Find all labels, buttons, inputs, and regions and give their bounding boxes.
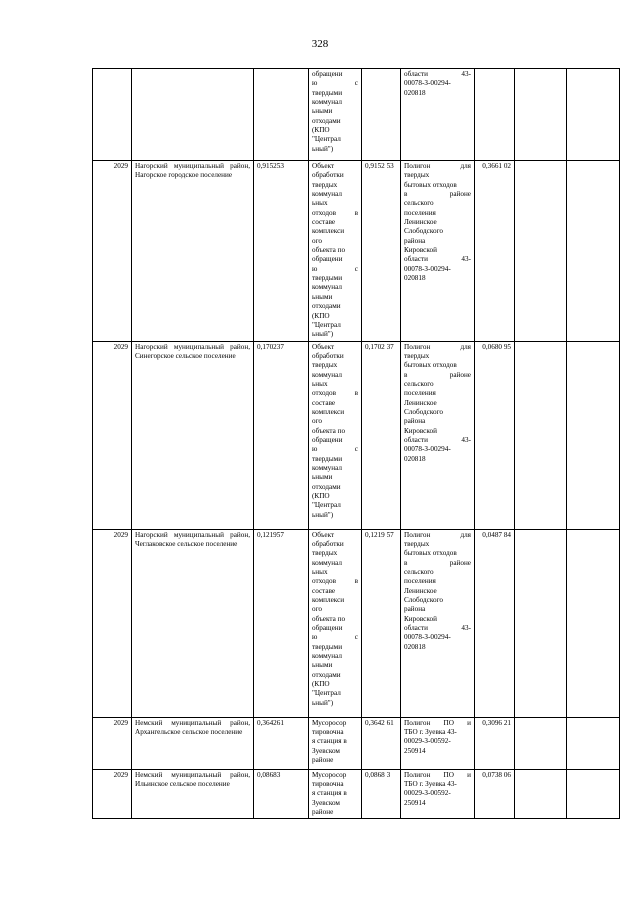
object-cell-line: твердыми (312, 642, 343, 651)
site-cell (401, 717, 475, 769)
object-cell-line: коммунал (312, 558, 342, 567)
object-cell-line: ьных (312, 567, 328, 576)
site-cell-line: Слободского (404, 595, 443, 604)
data-table (92, 68, 620, 819)
site-cell-line: бытовых отходов (404, 549, 457, 558)
object-cell-line: "Централ (312, 320, 341, 329)
site-cell-line: 00078-З-00294- (404, 79, 451, 88)
object-cell-line: "Централ (312, 135, 341, 144)
site-cell-line: твердых (404, 171, 430, 180)
site-cell (401, 529, 475, 717)
volume-cell: 0,08683 (254, 769, 309, 819)
site-cell-line: Полигон ПО и (404, 770, 471, 779)
empty-cell (515, 69, 567, 161)
site-cell-line: Кировской (404, 426, 437, 435)
object-cell-line: комплекси (312, 227, 345, 236)
site-cell-line: бытовых отходов (404, 361, 457, 370)
object-cell-line: Объект (312, 342, 335, 351)
object-cell-line: обращени (312, 70, 343, 78)
site-cell-line: сельского (404, 379, 434, 388)
volume-cell: 0,364261 (254, 717, 309, 769)
site-cell-line: сельского (404, 199, 434, 208)
object-cell-line: объекта по (312, 426, 346, 435)
object-cell (309, 717, 362, 769)
site-cell-line: Кировской (404, 246, 437, 255)
volume-cell: 0,121957 (254, 529, 309, 717)
empty-cell (567, 161, 620, 342)
table-row (93, 717, 620, 769)
object-cell-line: "Централ (312, 501, 341, 510)
object-cell-line: составе (312, 398, 336, 407)
territory-cell: Нагорский муниципальный район, Чеглаковское сельское поселение (132, 529, 254, 717)
object-cell-line: обработки (312, 351, 344, 360)
value-cell (475, 69, 515, 161)
object-cell-line: твердых (312, 361, 338, 370)
object-volume-cell: 0,3642 61 (362, 717, 401, 769)
object-cell-line: Объект (312, 530, 335, 539)
territory-cell: Нагорский муниципальный район, Нагорское городское поселение (132, 161, 254, 342)
object-cell-line: обработки (312, 539, 344, 548)
object-cell (309, 341, 362, 529)
site-cell-line: района (404, 236, 426, 245)
site-cell-line: сельского (404, 567, 434, 576)
object-cell (309, 161, 362, 342)
site-cell-line: 020818 (404, 88, 426, 97)
object-cell-line: (КПО (312, 680, 330, 689)
empty-cell (567, 717, 620, 769)
empty-cell (515, 717, 567, 769)
site-cell-line: 00078-З-00294- (404, 264, 451, 273)
object-cell-line: отходами (312, 670, 341, 679)
volume-cell: 0,915253 (254, 161, 309, 342)
table-row (93, 529, 620, 717)
value-cell: 0,0487 84 (475, 529, 515, 717)
site-cell (401, 769, 475, 819)
site-cell-line: 250914 (404, 746, 426, 755)
site-cell (401, 69, 475, 161)
object-cell-line: (КПО (312, 126, 330, 135)
object-cell-line: ьных (312, 379, 328, 388)
year-cell: 2029 (93, 341, 132, 529)
territory-cell (132, 69, 254, 161)
object-cell-line: я станция в (312, 737, 347, 746)
site-cell-line: 00078-З-00294- (404, 445, 451, 454)
site-cell-line: в районе (404, 190, 471, 199)
object-cell-line: ю с (312, 633, 358, 642)
object-cell-line: составе (312, 586, 336, 595)
site-cell-line: области 43- (404, 70, 471, 78)
object-cell-line: коммунал (312, 370, 342, 379)
value-cell: 0,0738 06 (475, 769, 515, 819)
object-cell-line: комплекси (312, 407, 345, 416)
site-cell-line: Полигон для (404, 162, 471, 170)
year-cell (93, 69, 132, 161)
object-cell-line: ьный") (312, 510, 334, 519)
site-cell (401, 161, 475, 342)
object-cell-line: ьными (312, 107, 333, 116)
empty-cell (567, 529, 620, 717)
empty-cell (567, 341, 620, 529)
object-cell-line: коммунал (312, 283, 342, 292)
object-cell-line: обращени (312, 623, 343, 632)
object-cell-line: коммунал (312, 652, 342, 660)
object-volume-cell: 0,0868 3 (362, 769, 401, 819)
empty-cell (515, 161, 567, 342)
value-cell: 0,0680 95 (475, 341, 515, 529)
site-cell-line: твердых (404, 539, 430, 548)
table-row (93, 161, 620, 342)
volume-cell (254, 69, 309, 161)
volume-cell: 0,170237 (254, 341, 309, 529)
object-cell-line: тировочна (312, 727, 344, 736)
object-cell-line: коммунал (312, 98, 342, 107)
object-cell-line: ого (312, 417, 322, 426)
site-cell-line: Кировской (404, 614, 437, 623)
object-cell-line: ьными (312, 661, 333, 670)
object-cell-line: объекта по (312, 614, 346, 623)
object-cell-line: отходами (312, 116, 341, 125)
site-cell-line: поселения (404, 389, 436, 398)
object-cell-line: ьный") (312, 698, 334, 707)
value-cell: 0,3096 21 (475, 717, 515, 769)
object-cell-line: Объект (312, 162, 335, 170)
object-cell-line: ого (312, 605, 322, 614)
site-cell-line: Слободского (404, 227, 443, 236)
territory-cell: Нагорский муниципальный район, Синегорское сельское поселение (132, 341, 254, 529)
site-cell-line: 020818 (404, 274, 426, 283)
empty-cell (515, 769, 567, 819)
year-cell: 2029 (93, 717, 132, 769)
site-cell (401, 341, 475, 529)
object-volume-cell: 0,9152 53 (362, 161, 401, 342)
site-cell-line: 00078-З-00294- (404, 633, 451, 642)
object-cell-line: комплекси (312, 595, 345, 604)
object-cell-line: Мусоросор (312, 718, 347, 727)
site-cell-line: в районе (404, 370, 471, 379)
year-cell: 2029 (93, 161, 132, 342)
object-cell (309, 769, 362, 819)
object-cell-line: отходов в (312, 208, 358, 217)
table-row (93, 341, 620, 529)
site-cell-line: Ленинское (404, 218, 437, 227)
site-cell-line: Полигон для (404, 342, 471, 351)
object-cell-line: (КПО (312, 492, 330, 501)
site-cell-line: поселения (404, 577, 436, 586)
object-cell-line: отходов в (312, 389, 358, 398)
object-cell-line: ю с (312, 79, 358, 88)
table-row (93, 69, 620, 161)
site-cell-line: 00029-З-00592- (404, 737, 451, 746)
site-cell-line: ТБО г. Зуевка 43- (404, 779, 457, 788)
object-cell-line: тировочна (312, 779, 344, 788)
object-cell-line: "Централ (312, 689, 341, 698)
object-cell-line: обработки (312, 171, 344, 180)
site-cell-line: Слободского (404, 407, 443, 416)
object-volume-cell: 0,1219 57 (362, 529, 401, 717)
object-cell-line: ьными (312, 473, 333, 482)
object-cell-line: коммунал (312, 464, 342, 472)
object-cell-line: ьный") (312, 330, 334, 339)
object-cell-line: ого (312, 236, 322, 245)
object-cell (309, 69, 362, 161)
object-cell-line: твердых (312, 549, 338, 558)
site-cell-line: 020818 (404, 454, 426, 463)
site-cell-line: твердых (404, 351, 430, 360)
site-cell-line: района (404, 417, 426, 426)
object-cell-line: районе (312, 755, 334, 764)
object-volume-cell (362, 69, 401, 161)
site-cell-line: ТБО г. Зуевка 43- (404, 727, 457, 736)
site-cell-line: в районе (404, 558, 471, 567)
empty-cell (567, 769, 620, 819)
object-cell-line: ьный") (312, 144, 334, 153)
site-cell-line: 250914 (404, 798, 426, 807)
object-cell-line: отходами (312, 302, 341, 311)
object-cell-line: обращени (312, 435, 343, 444)
object-cell-line: отходами (312, 482, 341, 491)
object-cell-line: Зуевском (312, 798, 340, 807)
empty-cell (515, 529, 567, 717)
object-volume-cell: 0,1702 37 (362, 341, 401, 529)
object-cell (309, 529, 362, 717)
object-cell-line: ю с (312, 445, 358, 454)
page-number: 328 (311, 38, 329, 50)
site-cell-line: 00029-З-00592- (404, 789, 451, 798)
site-cell-line: поселения (404, 208, 436, 217)
object-cell-line: объекта по (312, 246, 346, 255)
object-cell-line: Мусоросор (312, 770, 347, 779)
object-cell-line: ьными (312, 292, 333, 301)
site-cell-line: Полигон для (404, 530, 471, 539)
object-cell-line: ьных (312, 199, 328, 208)
territory-cell: Немский муниципальный район, Архангельское сельское поселение (132, 717, 254, 769)
value-cell: 0,3661 02 (475, 161, 515, 342)
empty-cell (515, 341, 567, 529)
site-cell-line: района (404, 605, 426, 614)
object-cell-line: твердыми (312, 274, 343, 283)
empty-cell (567, 69, 620, 161)
object-cell-line: Зуевском (312, 746, 340, 755)
table-row (93, 769, 620, 819)
object-cell-line: районе (312, 807, 334, 816)
object-cell-line: коммунал (312, 190, 342, 199)
site-cell-line: Полигон ПО и (404, 718, 471, 727)
object-cell-line: отходов в (312, 577, 358, 586)
object-cell-line: я станция в (312, 789, 347, 798)
object-cell-line: обращени (312, 255, 343, 264)
object-cell-line: (КПО (312, 311, 330, 320)
object-cell-line: твердыми (312, 88, 343, 97)
object-cell-line: ю с (312, 264, 358, 273)
site-cell-line: 020818 (404, 642, 426, 651)
site-cell-line: Ленинское (404, 398, 437, 407)
territory-cell: Немский муниципальный район, Ильинское сельское поселение (132, 769, 254, 819)
site-cell-line: области 43- (404, 255, 471, 264)
site-cell-line: Ленинское (404, 586, 437, 595)
object-cell-line: твердых (312, 180, 338, 189)
year-cell: 2029 (93, 769, 132, 819)
object-cell-line: твердыми (312, 454, 343, 463)
object-cell-line: составе (312, 218, 336, 227)
site-cell-line: области 43- (404, 435, 471, 444)
site-cell-line: области 43- (404, 623, 471, 632)
year-cell: 2029 (93, 529, 132, 717)
site-cell-line: бытовых отходов (404, 180, 457, 189)
